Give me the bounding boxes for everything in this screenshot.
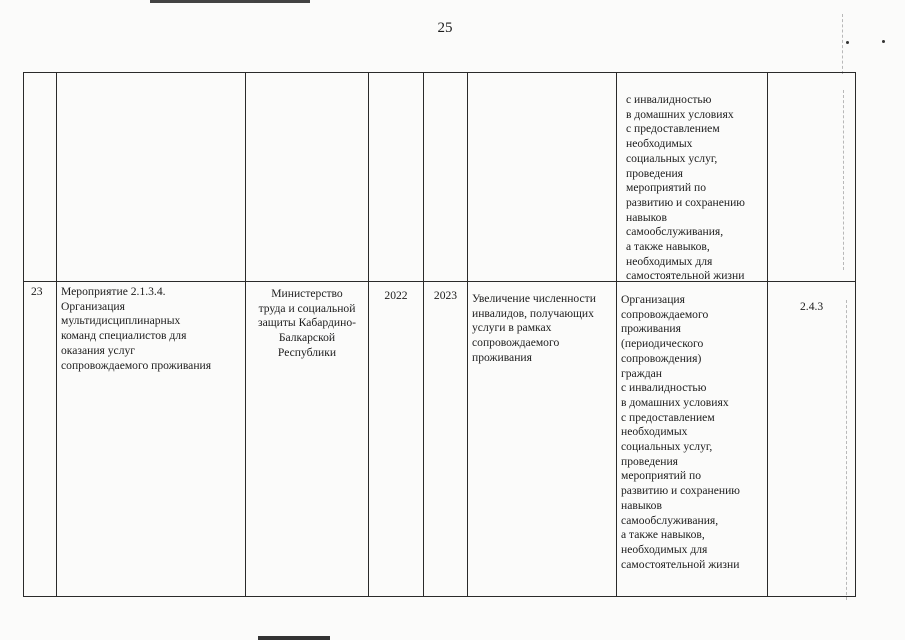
scan-bottom-mark [258, 636, 330, 640]
executor-cell [246, 287, 368, 361]
text-line: необходимых для [621, 542, 708, 556]
text-line: необходимых для [626, 254, 713, 268]
table-rule [23, 596, 856, 597]
scan-speck [882, 40, 885, 43]
text-line: Организация [621, 293, 685, 306]
text-line: сопровождаемого [472, 336, 560, 350]
agreement-cell [621, 293, 740, 572]
text-line: инвалидов, получающих [472, 306, 594, 320]
text-line: команд специалистов для [61, 329, 187, 343]
scan-artifact-line [846, 300, 847, 600]
text-line: социальных услуг, [621, 440, 713, 454]
text-line: в домашних условиях [626, 107, 734, 121]
text-line: защиты Кабардино- [258, 316, 356, 330]
table-rule [368, 72, 369, 597]
text-line: самостоятельной жизни [621, 557, 740, 571]
text-line: Увеличение численности [472, 292, 596, 305]
text-line: с предоставлением [626, 122, 720, 136]
text-line: (периодического [621, 337, 704, 351]
table-rule [767, 72, 768, 597]
text-line: самообслуживания, [621, 513, 719, 527]
text-line: мероприятий по [621, 469, 701, 483]
text-line: проживания [621, 322, 681, 336]
text-line: Республики [277, 345, 337, 359]
table-rule [616, 72, 617, 597]
text-line: необходимых [626, 137, 693, 151]
text-line: с инвалидностью [621, 381, 707, 395]
text-line: мероприятий по [626, 181, 706, 195]
text-line: проведения [626, 166, 683, 180]
scan-speck [846, 41, 849, 44]
text-line: мультидисциплинарных [61, 314, 181, 328]
text-line: навыков [621, 498, 662, 512]
end-year-cell: 2023 [433, 289, 458, 302]
text-line: с инвалидностью [626, 93, 712, 106]
text-line: сопровождаемого проживания [61, 358, 212, 372]
text-line: а также навыков, [621, 528, 705, 542]
text-line: оказания услуг [61, 343, 136, 357]
text-line: развитию и сохранению [626, 195, 745, 209]
indicator-cell: 2.4.3 [800, 300, 824, 313]
text-line: Организация [61, 299, 125, 313]
text-line: Балкарской [278, 331, 336, 345]
text-line: граждан [621, 366, 662, 380]
start-year-cell: 2022 [384, 289, 408, 302]
table-rule [467, 72, 468, 597]
table-rule [23, 72, 24, 597]
row-number: 23 [31, 285, 43, 298]
text-line: Мероприятие 2.1.3.4. [61, 285, 166, 298]
text-line: проведения [621, 454, 678, 468]
text-line: с предоставлением [621, 410, 715, 424]
text-line: труда и социальной [258, 301, 356, 315]
scan-artifact-line [842, 14, 843, 74]
text-line: проживания [472, 350, 532, 364]
table-rule [23, 72, 856, 73]
table-rule [56, 72, 57, 597]
scan-top-mark [150, 0, 310, 3]
result-cell [472, 292, 596, 366]
text-line: в домашних условиях [621, 395, 729, 409]
text-line: Министерство [271, 287, 343, 300]
text-line: а также навыков, [626, 240, 710, 254]
text-line: социальных услуг, [626, 151, 718, 165]
scan-artifact-line [843, 90, 844, 270]
text-line: сопровождения) [621, 351, 702, 365]
text-line: самообслуживания, [626, 225, 724, 239]
event-cell [61, 285, 211, 373]
page-number: 25 [437, 20, 453, 36]
text-line: развитию и сохранению [621, 484, 740, 498]
text-line: навыков [626, 210, 667, 224]
text-line: сопровождаемого [621, 307, 709, 321]
continued-agreement-cell [626, 93, 745, 284]
table-rule [423, 72, 424, 597]
text-line: необходимых [621, 425, 688, 439]
text-line: услуги в рамках [472, 321, 552, 335]
table-rule [855, 72, 856, 597]
text-line: самостоятельной жизни [626, 269, 745, 283]
